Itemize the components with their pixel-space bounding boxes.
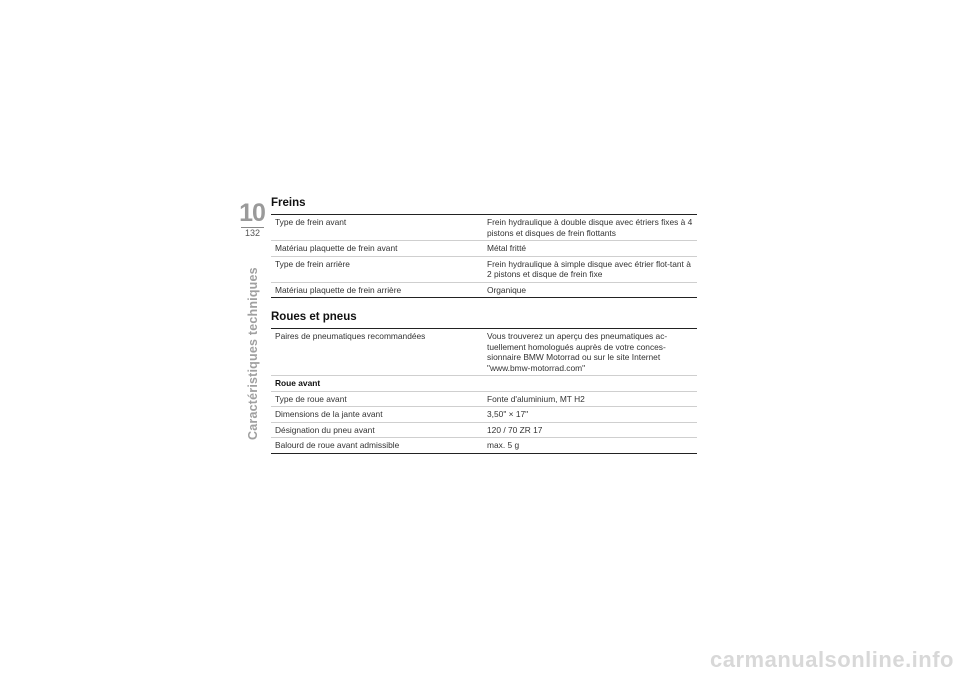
watermark: carmanualsonline.info xyxy=(710,647,954,672)
table-row xyxy=(271,407,697,423)
spec-value: Métal fritté xyxy=(483,241,697,257)
page-number: 132 xyxy=(244,228,261,238)
spec-label: Balourd de roue avant admissible xyxy=(271,438,483,454)
table-row xyxy=(271,438,697,454)
spec-value: Fonte d'aluminium, MT H2 xyxy=(483,391,697,407)
table-subheading-row xyxy=(271,376,697,392)
freins-table xyxy=(271,215,697,298)
table-row xyxy=(271,329,697,376)
table-row xyxy=(271,241,697,257)
spec-value: 3,50" × 17" xyxy=(483,407,697,423)
spec-label: Matériau plaquette de frein avant xyxy=(271,241,483,257)
chapter-number: 10 xyxy=(239,199,265,227)
spec-label: Désignation du pneu avant xyxy=(271,422,483,438)
table-row xyxy=(271,422,697,438)
chapter-side-title: Caractéristiques techniques xyxy=(246,267,260,440)
subheading-roue-avant: Roue avant xyxy=(271,376,697,392)
spec-value: Organique xyxy=(483,282,697,298)
spec-value: max. 5 g xyxy=(483,438,697,454)
roues-table xyxy=(271,329,697,454)
spec-value: Frein hydraulique à double disque avec étriers fixes à 4 pistons et disques de frein flottants xyxy=(483,215,697,241)
spec-label: Type de frein arrière xyxy=(271,256,483,282)
section-heading-freins: Freins xyxy=(271,196,697,215)
spec-label: Paires de pneumatiques recommandées xyxy=(271,329,483,376)
table-row xyxy=(271,282,697,298)
table-row xyxy=(271,215,697,241)
spec-label: Matériau plaquette de frein arrière xyxy=(271,282,483,298)
spec-label: Type de roue avant xyxy=(271,391,483,407)
table-row xyxy=(271,256,697,282)
table-row xyxy=(271,391,697,407)
page-content xyxy=(271,196,697,454)
spec-label: Dimensions de la jante avant xyxy=(271,407,483,423)
spec-value: Vous trouverez un aperçu des pneumatiques ac-tuellement homologués auprès de votre conces-sionnaire BMW Motorrad ou sur le site Internet "www.bmw-motorrad.com" xyxy=(483,329,697,376)
spec-label: Type de frein avant xyxy=(271,215,483,241)
spec-value: Frein hydraulique à simple disque avec étrier flot-tant à 2 pistons et disque de frein fixe xyxy=(483,256,697,282)
section-heading-roues: Roues et pneus xyxy=(271,310,697,329)
spec-value: 120 / 70 ZR 17 xyxy=(483,422,697,438)
